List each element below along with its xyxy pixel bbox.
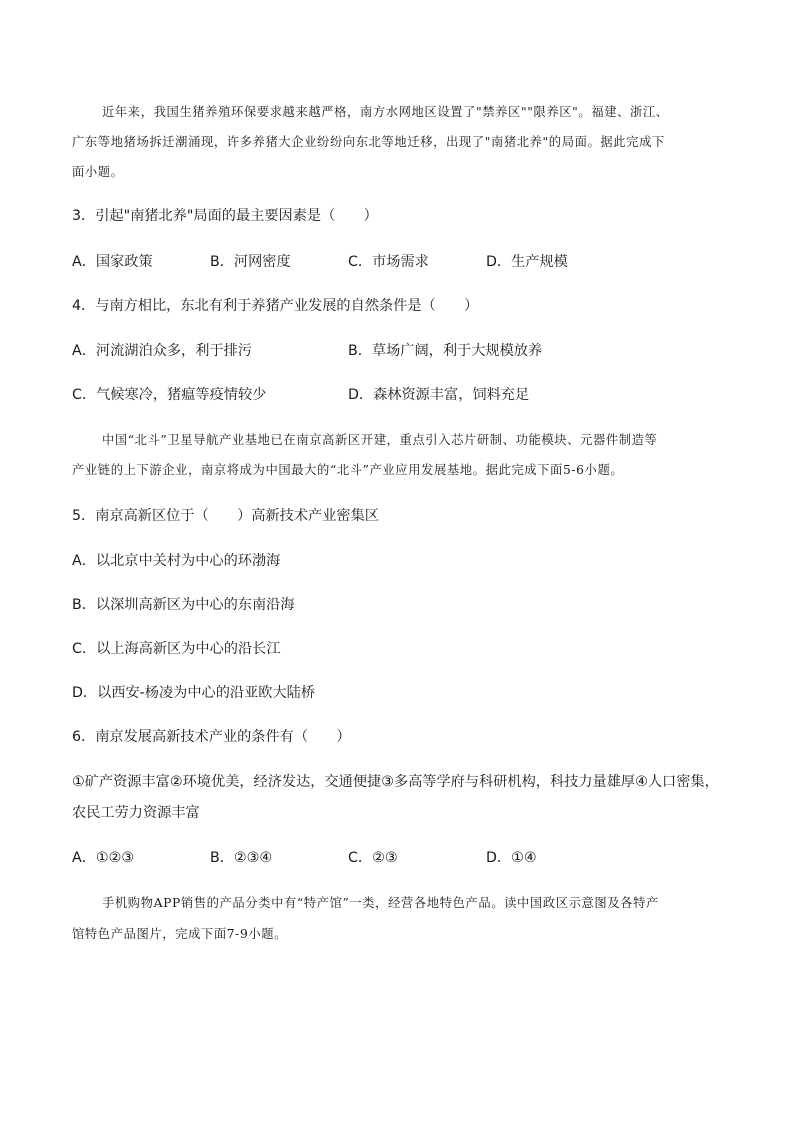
option-a[interactable]: A．国家政策	[72, 254, 153, 270]
option-d[interactable]: D．以西安-杨凌为中心的沿亚欧大陆桥	[72, 685, 316, 701]
question-stem: 4．与南方相比，东北有利于养猪产业发展的自然条件是（ ）	[72, 298, 479, 314]
option-b[interactable]: B．以深圳高新区为中心的东南沿海	[72, 597, 295, 613]
passage-line: 近年来，我国生猪养殖环保要求越来越严格，南方水网地区设置了"禁养区""限养区"。福建、浙江、	[102, 105, 669, 119]
passage-line: 广东等地猪场拆迁潮涌现，许多养猪大企业纷纷向东北等地迁移，出现了"南猪北养"的局面。据此完成下	[72, 135, 665, 149]
passage-line: 面小题。	[72, 165, 124, 179]
question-stem: 6．南京发展高新技术产业的条件有（ ）	[72, 729, 351, 745]
option-d[interactable]: D．生产规模	[486, 254, 568, 270]
option-c[interactable]: C．气候寒冷，猪瘟等疫情较少	[72, 387, 267, 403]
conditions-line: 农民工劳力资源丰富	[72, 805, 200, 821]
conditions-line: ①矿产资源丰富②环境优美，经济发达，交通便捷③多高等学府与科研机构，科技力量雄厚④人口密集，	[72, 774, 719, 790]
option-d[interactable]: D．森林资源丰富，饲料充足	[348, 387, 530, 403]
option-a[interactable]: A．以北京中关村为中心的环渤海	[72, 553, 281, 569]
option-b[interactable]: B．②③④	[210, 850, 273, 866]
passage-line: 中国“北斗”卫星导航产业基地已在南京高新区开建，重点引入芯片研制、功能模块、元器件制造等	[102, 433, 658, 447]
option-c[interactable]: C．②③	[348, 850, 398, 866]
option-a[interactable]: A．河流湖泊众多，利于排污	[72, 343, 252, 359]
question-stem: 5．南京高新区位于（ ）高新技术产业密集区	[72, 508, 379, 524]
option-b[interactable]: B．草场广阔，利于大规模放养	[348, 343, 543, 359]
option-c[interactable]: C．以上海高新区为中心的沿长江	[72, 641, 281, 657]
option-d[interactable]: D．①④	[486, 850, 537, 866]
passage-line: 手机购物APP销售的产品分类中有“特产馆”一类，经营各地特色产品。读中国政区示意图及各特产	[102, 896, 659, 910]
option-b[interactable]: B．河网密度	[210, 254, 291, 270]
option-c[interactable]: C．市场需求	[348, 254, 429, 270]
passage-line: 产业链的上下游企业，南京将成为中国最大的“北斗”产业应用发展基地。据此完成下面5-6小题。	[72, 463, 624, 477]
option-a[interactable]: A．①②③	[72, 850, 135, 866]
passage-line: 馆特色产品图片，完成下面7-9小题。	[72, 927, 288, 941]
question-stem: 3．引起"南猪北养"局面的最主要因素是（ ）	[72, 208, 378, 224]
